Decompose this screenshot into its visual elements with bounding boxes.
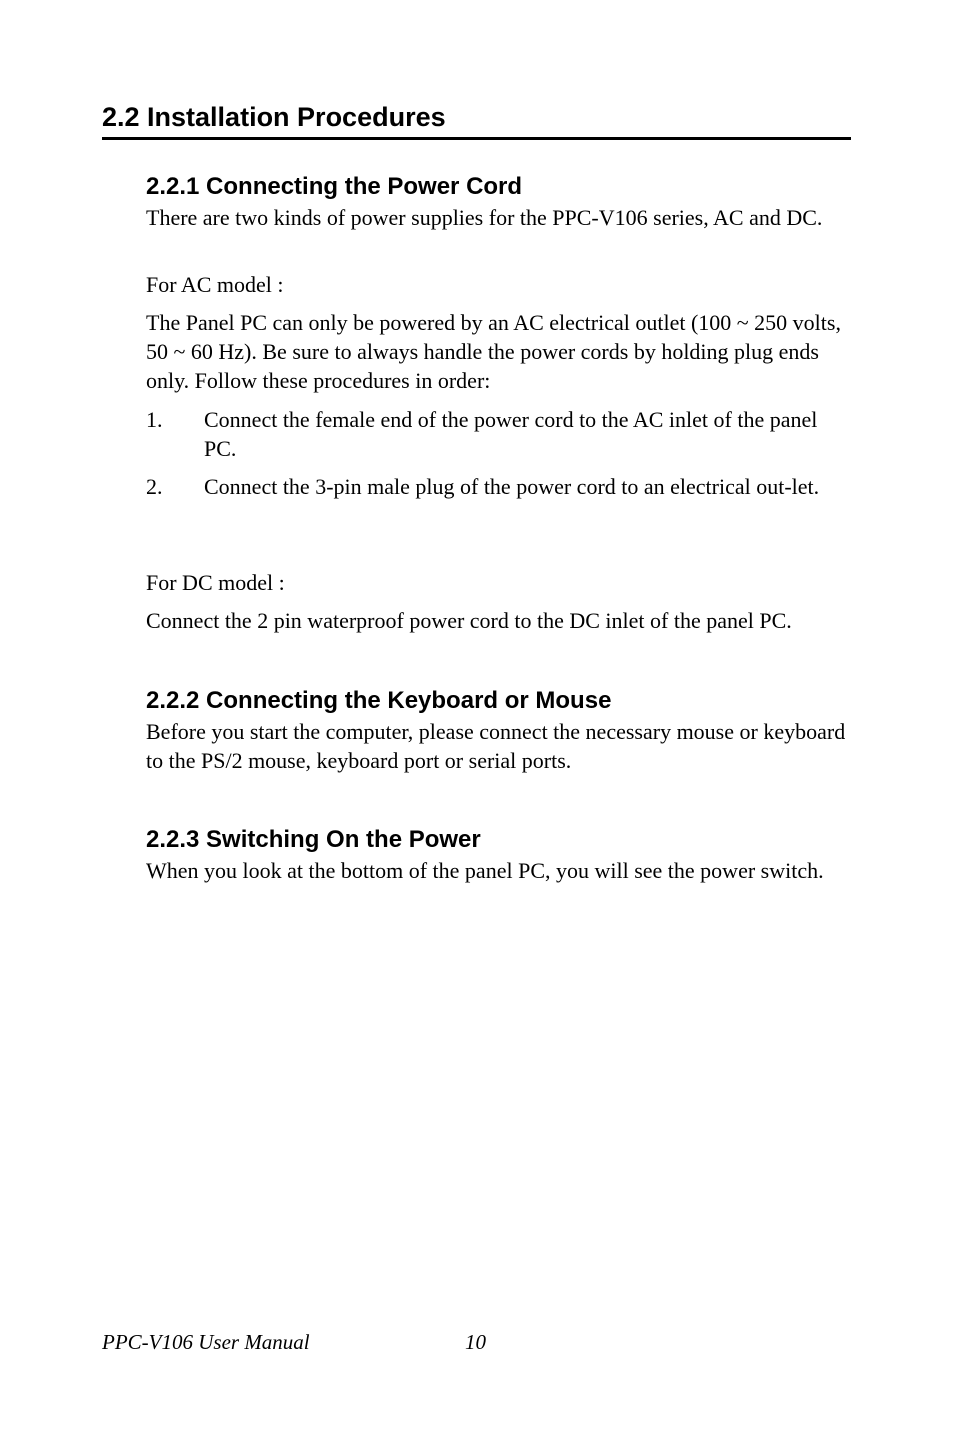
section-title: 2.2 Installation Procedures xyxy=(102,102,446,132)
section-title-rule xyxy=(102,137,851,140)
footer-page-number: 10 xyxy=(465,1330,486,1354)
step-2-text: Connect the 3-pin male plug of the power cord to an electrical out-let. xyxy=(204,474,820,499)
footer-manual-title: PPC-V106 User Manual xyxy=(102,1330,310,1354)
keyboard-mouse-text: Before you start the computer, please connect the necessary mouse or keyboard to the PS/2 mouse, keyboard port or serial ports. xyxy=(146,719,846,773)
dc-model-text: Connect the 2 pin waterproof power cord to the DC inlet of the panel PC. xyxy=(146,608,792,633)
heading-keyboard-mouse: 2.2.2 Connecting the Keyboard or Mouse xyxy=(146,687,612,714)
dc-model-label: For DC model : xyxy=(146,570,285,595)
power-cord-intro: There are two kinds of power supplies for the PPC-V106 series, AC and DC. xyxy=(146,205,823,230)
power-on-text: When you look at the bottom of the panel PC, you will see the power switch. xyxy=(146,858,824,883)
ac-model-text: The Panel PC can only be powered by an AC electrical outlet (100 ~ 250 volts, 50 ~ 60 Hz). Be sure to always handle the power cords by holding plug ends only. Follow these procedures in order: xyxy=(146,310,841,393)
heading-power-cord: 2.2.1 Connecting the Power Cord xyxy=(146,173,523,200)
heading-power-on: 2.2.3 Switching On the Power xyxy=(146,826,481,853)
step-2-number: 2. xyxy=(146,474,163,499)
ac-model-label: For AC model : xyxy=(146,272,284,297)
step-1-text: Connect the female end of the power cord to the AC inlet of the panel PC. xyxy=(204,407,818,461)
step-1-number: 1. xyxy=(146,407,163,432)
